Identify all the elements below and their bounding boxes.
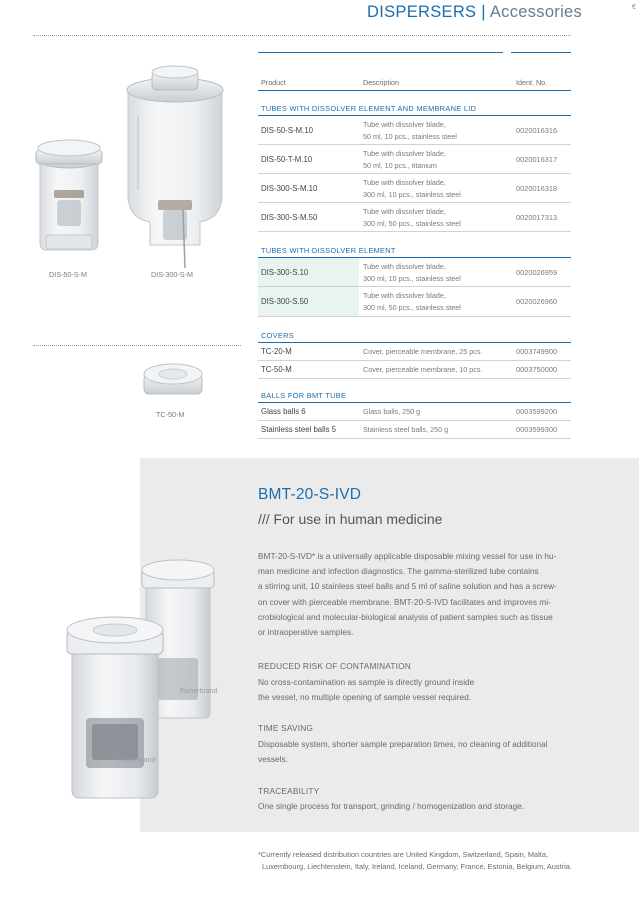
table-row — [258, 361, 571, 379]
product-description: Cover, pierceable membrane, 25 pcs. — [363, 347, 483, 356]
tube-label-back: Fisherbrand — [180, 688, 218, 695]
column-header-rule — [258, 90, 571, 91]
ident-number: 0020017313 — [516, 213, 558, 222]
ident-number: 0020026959 — [516, 268, 558, 277]
ident-number: 0003599300 — [516, 425, 558, 434]
left-divider — [33, 345, 241, 346]
header-title-sub: Accessories — [489, 3, 583, 21]
bmt-tubes-image — [62, 548, 232, 808]
ident-number: 0003750000 — [516, 365, 558, 374]
header-divider — [33, 35, 571, 36]
product-code: DIS-300-S.10 — [261, 268, 309, 277]
bmt-subtitle: /// For use in human medicine — [258, 511, 443, 527]
product-description: Stainless steel balls, 250 g — [363, 425, 449, 434]
product-description: Tube with dissolver blade, 300 ml, 50 pcs., stainless steel — [363, 207, 461, 228]
page-header-title — [367, 3, 582, 22]
product-code: DIS-300-S.50 — [261, 297, 309, 306]
header-title-main: DISPERSERS — [367, 3, 477, 21]
table-row — [258, 403, 571, 421]
feature-text: Disposable system, shorter sample preparation times, no cleaning of additional vessels. — [258, 739, 548, 765]
header-bar-right — [511, 52, 571, 53]
section-title: TUBES WITH DISSOLVER ELEMENT — [261, 246, 396, 255]
tube-label-front: Fisherbrand — [118, 757, 156, 764]
table-row — [258, 116, 571, 145]
bmt-tube-front — [67, 617, 163, 798]
column-header-description: Description — [363, 78, 399, 87]
table-row — [258, 145, 571, 174]
section-title: BALLS FOR BMT TUBE — [261, 391, 347, 400]
bmt-intro-paragraph: BMT-20-S-IVD* is a universally applicable disposable mixing vessel for use in hu- man medicine and infection diagnostics. The gamma-sterilized tube contains a stirring unit, 10 stainless steel balls and 5 ml of saline solution and has a screw- on cover with pierceable membrane. BMT-20-S-IVD facilitates and improves mi- crobiological and molecular-biological analysis of patient samples such as tissue or intraoperative samples. — [258, 551, 557, 638]
product-description: Tube with dissolver blade, 300 ml, 10 pcs., stainless steel — [363, 178, 461, 199]
ident-number: 0003749900 — [516, 347, 558, 356]
dissolver-tubes-image — [28, 60, 233, 270]
product-description: Tube with dissolver blade, 50 ml, 10 pcs., titanium — [363, 149, 446, 170]
table-row — [258, 421, 571, 439]
dis-50-caption: DIS-50-S-M — [49, 270, 87, 279]
product-code: DIS-300-S-M.50 — [261, 213, 318, 222]
table-row — [258, 203, 571, 232]
product-code: TC-20-M — [261, 347, 292, 356]
product-code: DIS-50-S-M.10 — [261, 126, 313, 135]
table-row — [258, 343, 571, 361]
ident-number: 0020016316 — [516, 126, 558, 135]
section-title: COVERS — [261, 331, 295, 340]
product-description: Tube with dissolver blade, 300 ml, 10 pcs., stainless steel — [363, 262, 461, 283]
dis-50-tube — [36, 140, 102, 250]
feature-text: No cross-contamination as sample is directly ground inside the vessel, no multiple opening of sample vessel required. — [258, 677, 475, 703]
feature-heading: TRACEABILITY — [258, 786, 320, 796]
dis-300-tube — [127, 66, 223, 268]
product-description: Glass balls, 250 g — [363, 407, 421, 416]
ident-number: 0020016317 — [516, 155, 558, 164]
product-code: DIS-50-T-M.10 — [261, 155, 313, 164]
section-title: TUBES WITH DISSOLVER ELEMENT AND MEMBRANE LID — [261, 104, 477, 113]
tc-50-caption: TC-50-M — [156, 410, 185, 419]
table-row — [258, 174, 571, 203]
table-row — [258, 287, 571, 317]
feature-heading: REDUCED RISK OF CONTAMINATION — [258, 661, 411, 671]
ident-number: 0020026960 — [516, 297, 558, 306]
header-bar-left — [258, 52, 503, 53]
product-code: DIS-300-S-M.10 — [261, 184, 318, 193]
product-code: Stainless steel balls 5 — [261, 425, 336, 434]
dis-300-caption: DIS-300-S-M — [151, 270, 193, 279]
ident-number: 0020016318 — [516, 184, 558, 193]
table-row — [258, 258, 571, 287]
tc-50-cover-image — [138, 358, 208, 402]
column-header-product: Product — [261, 78, 286, 87]
product-code: Glass balls 6 — [261, 407, 306, 416]
column-header-ident: Ident. No. — [516, 78, 548, 87]
header-separator: | — [481, 3, 486, 21]
feature-heading: TIME SAVING — [258, 723, 314, 733]
product-description: Cover, pierceable membrane, 10 pcs. — [363, 365, 483, 374]
product-description: Tube with dissolver blade, 50 ml, 10 pcs., stainless steel — [363, 120, 457, 141]
feature-text: One single process for transport, grinding / homogenization and storage. — [258, 801, 525, 811]
footnote: *Currently released distribution countries are United Kingdom, Switzerland, Spain, Malta, Luxembourg, Liechtenstein, Italy, Ireland, Iceland, Germany, France, Estonia, Belgium, Austria. — [258, 850, 572, 872]
bmt-title: BMT-20-S-IVD — [258, 486, 362, 503]
product-description: Tube with dissolver blade, 300 ml, 50 pcs., stainless steel — [363, 291, 461, 312]
product-code: TC-50-M — [261, 365, 292, 374]
corner-mark: € — [632, 4, 636, 11]
ident-number: 0003599200 — [516, 407, 558, 416]
